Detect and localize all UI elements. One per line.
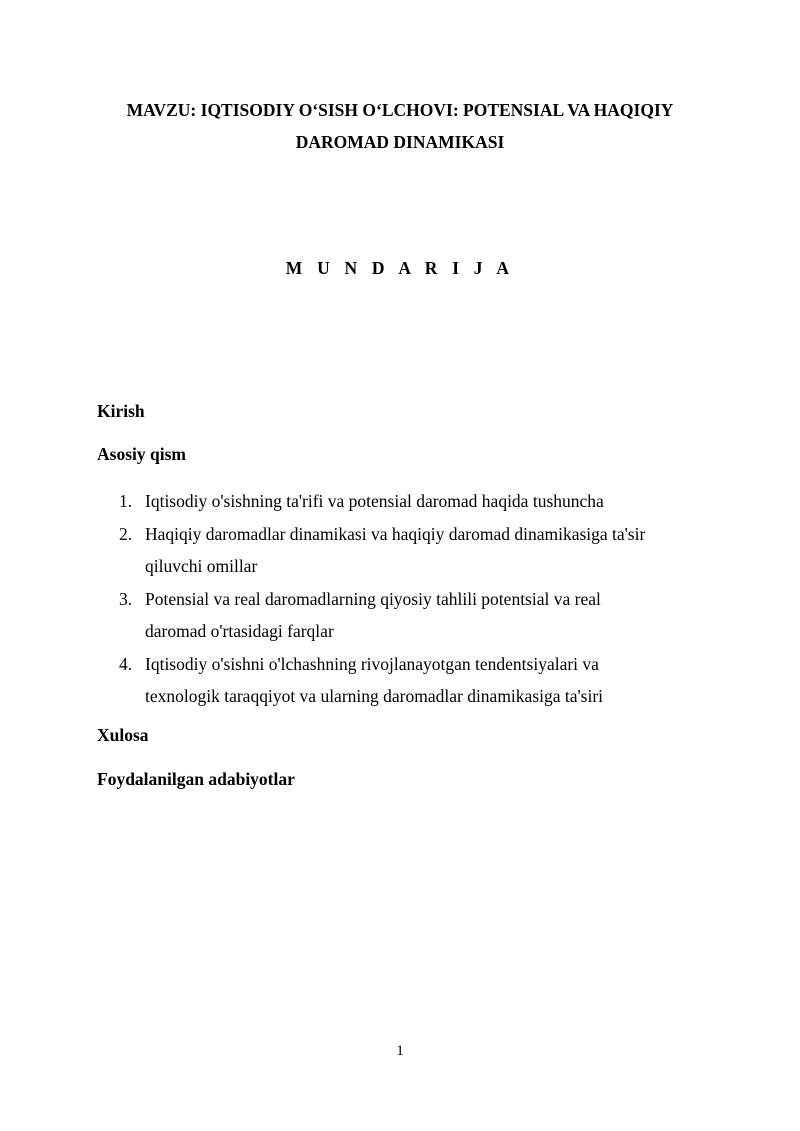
toc-item-text-line: texnologik taraqqiyot va ularning daromadlar dinamikasiga ta'siri [145, 686, 604, 706]
toc-list [97, 485, 717, 713]
toc-item-text-line: qiluvchi omillar [145, 556, 258, 576]
toc-item-text-line: Iqtisodiy o'sishni o'lchashning rivojlanayotgan tendentsiyalari va [145, 653, 599, 674]
section-introduction: Kirish [97, 401, 145, 421]
toc-item-3 [97, 583, 717, 648]
section-references: Foydalanilgan adabiyotlar [97, 769, 295, 789]
toc-item-text-line: Haqiqiy daromadlar dinamikasi va haqiqiy daromad dinamikasiga ta'sir [145, 523, 646, 544]
toc-item-number: 3. [119, 588, 133, 609]
page-number: 1 [396, 1043, 404, 1059]
toc-item-text-line: Potensial va real daromadlarning qiyosiy tahlili potentsial va real [145, 588, 601, 609]
toc-heading: M U N D A R I J A [285, 258, 515, 278]
toc-item-number: 1. [119, 491, 133, 511]
toc-item-text-line: Iqtisodiy o'sishning ta'rifi va potensial daromad haqida tushuncha [145, 491, 604, 511]
toc-item-2 [97, 518, 717, 583]
section-main-part: Asosiy qism [97, 444, 186, 464]
toc-item-number: 2. [119, 523, 133, 544]
toc-item-text-line: daromad o'rtasidagi farqlar [145, 621, 334, 641]
toc-item-number: 4. [119, 653, 133, 674]
toc-item-1 [97, 485, 717, 518]
document-title [60, 94, 740, 158]
section-conclusion: Xulosa [97, 725, 149, 745]
document-title-line-2: DAROMAD DINAMIKASI [295, 132, 505, 152]
document-title-line-1: MAVZU: IQTISODIY O‘SISH O‘LCHOVI: POTENSIAL VA HAQIQIY [126, 100, 674, 120]
toc-item-4 [97, 648, 717, 713]
